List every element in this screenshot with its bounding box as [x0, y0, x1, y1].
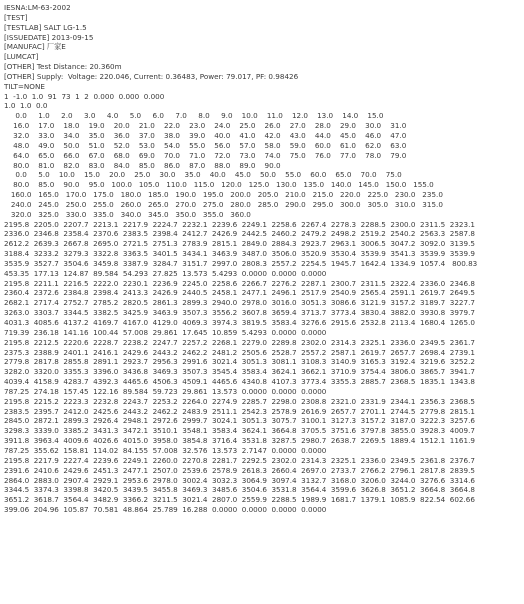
- text-line: TILT=NONE: [4, 81, 45, 91]
- text-line: 2612.2 2639.3 2667.8 2695.0 2721.5 2751.3 2783.9 2815.1 2849.0 2884.3 2923.7 2963.1 3006.5 3047.2 3092.0 3139.5: [4, 239, 475, 249]
- text-line: 3188.4 3233.2 3279.3 3322.8 3363.5 3401.5 3434.1 3463.9 3487.0 3506.0 3520.9 3530.4 3539.9 3541.3 3539.9 3539.9: [4, 249, 475, 259]
- text-line: 2195.8 2212.5 2220.6 2228.7 2238.2 2247.7 2257.2 2268.1 2279.0 2289.8 2302.0 2314.3 2325.1 2336.0 2349.5 2361.7: [4, 337, 475, 347]
- text-line: 399.06 204.96 105.87 70.581 48.864 25.789 16.288 0.0000 0.0000 0.0000 0.0000: [4, 505, 327, 515]
- text-line: [OTHER] Supply: Voltage: 220.046, Current: 0.36483, Power: 79.017, PF: 0.98426: [4, 71, 299, 81]
- text-line: 3263.0 3303.7 3344.5 3382.5 3425.9 3463.9 3507.3 3556.2 3607.8 3659.4 3713.7 3773.4 3830.4 3882.0 3930.8 3979.7: [4, 308, 475, 318]
- text-line: IESNA:LM-63-2002: [4, 3, 71, 12]
- text-line: 719.39 236.18 141.16 100.44 57.008 29.861 17.645 10.859 5.4293 0.0000 0.0000: [4, 327, 327, 337]
- text-line: 80.0 85.0 90.0 95.0 100.0 105.0 110.0 115.0 120.0 125.0 130.0 135.0 140.0 145.0 150.0 155.0: [4, 180, 434, 190]
- text-line: 2195.8 2217.9 2227.4 2239.6 2249.1 2260.0 2270.8 2281.7 2292.5 2302.0 2314.3 2325.1 2336.0 2349.5 2361.8 2376.7: [4, 455, 475, 465]
- text-line: 16.0 17.0 18.0 19.0 20.0 21.0 22.0 23.0 24.0 25.0 26.0 27.0 28.0 29.0 30.0 31.0: [4, 121, 407, 131]
- text-line: 160.0 165.0 170.0 175.0 180.0 185.0 190.0 195.0 200.0 205.0 210.0 215.0 220.0 225.0 230.0 235.0: [4, 190, 443, 200]
- text-line: 1 -1.0 1.0 91 73 1 2 0.000 0.000 0.000: [4, 91, 165, 101]
- text-line: 0.0 1.0 2.0 3.0 4.0 5.0 6.0 7.0 8.0 9.0 10.0 11.0 12.0 13.0 14.0 15.0: [4, 111, 384, 121]
- text-line: [4, 544, 522, 554]
- text-line: [4, 525, 522, 535]
- text-line: 4031.3 4085.6 4137.2 4169.7 4167.0 4129.0 4069.3 3974.3 3819.5 3583.4 3276.6 2915.6 2532.8 2113.4 1680.4 1265.0: [4, 318, 475, 327]
- text-line: 2375.3 2388.9 2401.1 2416.1 2429.6 2443.2 2462.2 2481.2 2505.6 2528.7 2557.2 2587.1 2619.7 2657.7 2698.4 2739.1: [4, 347, 475, 357]
- text-line: [TEST]: [4, 12, 28, 22]
- text-line: 2864.0 2883.0 2907.4 2929.1 2953.6 2978.0 3002.4 3032.3 3064.9 3097.4 3132.7 3168.0 3206.0 3244.0 3276.6 3314.6: [4, 475, 475, 485]
- text-line: 48.0 49.0 50.0 51.0 52.0 53.0 54.0 55.0 56.0 57.0 58.0 59.0 60.0 61.0 62.0 63.0: [4, 140, 407, 150]
- text-line: [4, 554, 522, 564]
- text-line: 3282.0 3320.0 3355.3 3396.0 3436.8 3469.3 3507.3 3545.4 3583.4 3624.1 3662.1 3710.9 3754.4 3806.0 3865.7 3941.7: [4, 367, 475, 377]
- text-line: 0.0 5.0 10.0 15.0 20.0 25.0 30.0 35.0 40.0 45.0 50.0 55.0 60.0 65.0 70.0 75.0: [4, 170, 402, 180]
- text-line: 64.0 65.0 66.0 67.0 68.0 69.0 70.0 71.0 72.0 73.0 74.0 75.0 76.0 77.0 78.0 79.0: [4, 150, 407, 160]
- text-line: 3651.2 3618.7 3564.4 3482.9 3366.2 3211.5 3021.4 2807.0 2559.9 2288.5 1989.9 1681.7 1379.1 1085.9 822.54 602.66: [4, 495, 475, 505]
- text-line: 2336.0 2346.8 2358.4 2370.6 2383.5 2398.4 2412.7 2426.9 2442.5 2460.2 2479.2 2498.2 2519.2 2540.2 2563.3 2587.8: [4, 229, 475, 239]
- text-line: [ISSUEDATE] 2013-09-15: [4, 32, 94, 42]
- text-line: 32.0 33.0 34.0 35.0 36.0 37.0 38.0 39.0 40.0 41.0 42.0 43.0 44.0 45.0 46.0 47.0: [4, 130, 407, 140]
- text-line: [4, 564, 522, 574]
- text-line: 2845.0 2872.1 2899.3 2926.4 2948.1 2972.6 2999.7 3024.1 3051.3 3075.7 3100.1 3127.3 3157.2 3187.0 3222.3 3257.6: [4, 416, 475, 426]
- text-line: 1.0 1.0 0.0: [4, 101, 48, 111]
- text-line: 453.35 177.13 124.87 89.584 54.293 27.825 13.573 5.4293 0.0000 0.0000 0.0000: [4, 268, 327, 278]
- text-line: [4, 515, 522, 525]
- text-line: 2195.8 2215.2 2223.3 2232.8 2243.7 2253.2 2264.0 2274.9 2285.7 2298.0 2308.8 2321.0 2331.9 2344.1 2356.3 2368.5: [4, 396, 475, 406]
- text-line: 4039.4 4158.9 4283.7 4392.3 4465.6 4506.3 4509.1 4465.6 4340.8 4107.3 3773.4 3355.3 2885.7 2368.5 1835.1 1343.8: [4, 377, 475, 387]
- text-line: 80.0 81.0 82.0 83.0 84.0 85.0 86.0 87.0 88.0 89.0 90.0: [4, 160, 281, 170]
- text-line: 787.25 274.18 157.45 122.16 89.584 59.723 29.861 13.573 0.0000 0.0000 0.0000: [4, 386, 327, 396]
- text-line: 2391.6 2410.6 2429.6 2451.3 2477.1 2507.0 2539.6 2578.9 2618.3 2660.4 2697.0 2733.7 2766.2 2796.1 2817.8 2839.5: [4, 465, 475, 475]
- text-line: 787.25 355.62 158.81 114.02 84.155 57.008 32.576 13.573 2.7147 0.0000 0.0000: [4, 445, 327, 455]
- text-line: [4, 535, 522, 545]
- text-line: [4, 584, 522, 594]
- text-line: 3298.3 3339.0 3385.2 3431.3 3472.1 3510.1 3548.1 3583.4 3624.1 3664.8 3705.5 3751.6 3797.8 3855.0 3928.3 4009.7: [4, 426, 475, 436]
- text-line: [LUMCAT]: [4, 52, 39, 62]
- ies-photometric-file-text: [4, 3, 522, 594]
- text-line: [TESTLAB] SALT LG-1.5: [4, 22, 87, 32]
- text-line: 320.0 325.0 330.0 335.0 340.0 345.0 350.0 355.0 360.0: [4, 209, 251, 219]
- text-line: 240.0 245.0 250.0 255.0 260.0 265.0 270.0 275.0 280.0 285.0 290.0 295.0 300.0 305.0 310.0 315.0: [4, 199, 443, 209]
- text-line: 2360.4 2372.6 2384.8 2398.4 2413.3 2426.9 2440.5 2458.1 2477.1 2496.1 2517.9 2540.9 2565.4 2591.1 2619.7 2649.5: [4, 288, 475, 298]
- text-line: 3344.5 3374.3 3398.8 3420.5 3439.5 3455.8 3469.3 3485.6 3504.6 3531.8 3564.4 3599.6 3626.8 3651.2 3664.8 3664.8: [4, 485, 475, 495]
- text-line: 3535.9 3527.7 3504.6 3459.8 3387.9 3284.7 3151.7 2997.0 2808.3 2557.2 2254.5 1945.7 1642.4 1334.9 1057.4 800.83: [4, 258, 478, 268]
- text-line: [OTHER] Test Distance: 20.360m: [4, 62, 122, 72]
- text-line: 2195.8 2211.1 2216.5 2222.0 2230.1 2236.9 2245.0 2258.6 2266.7 2276.2 2287.1 2300.7 2311.5 2322.4 2336.0 2346.8: [4, 278, 475, 288]
- text-line: 2195.8 2205.0 2207.7 2213.1 2217.9 2224.7 2232.1 2239.6 2249.1 2258.6 2267.4 2278.3 2288.5 2300.0 2311.5 2323.1: [4, 219, 475, 229]
- text-line: [4, 574, 522, 584]
- text-line: 3911.8 3963.4 4009.6 4026.6 4015.0 3958.0 3854.8 3716.4 3531.8 3287.5 2980.7 2638.7 2269.5 1889.4 1512.1 1161.9: [4, 436, 475, 446]
- text-line: 2682.1 2717.4 2752.7 2785.2 2820.5 2861.3 2899.3 2940.0 2978.0 3016.0 3051.3 3086.6 3121.9 3157.2 3189.7 3227.7: [4, 298, 475, 308]
- text-line: 2383.5 2395.7 2412.0 2425.6 2443.2 2462.2 2483.9 2511.1 2542.3 2578.9 2616.9 2657.7 2701.1 2744.5 2779.8 2815.1: [4, 406, 475, 416]
- text-line: 2779.8 2817.8 2855.8 2891.1 2923.7 2956.3 2991.6 3021.4 3051.3 3081.1 3108.3 3140.9 3165.3 3192.4 3219.6 3252.2: [4, 357, 475, 367]
- text-line: [MANUFAC] 厂家E: [4, 42, 66, 52]
